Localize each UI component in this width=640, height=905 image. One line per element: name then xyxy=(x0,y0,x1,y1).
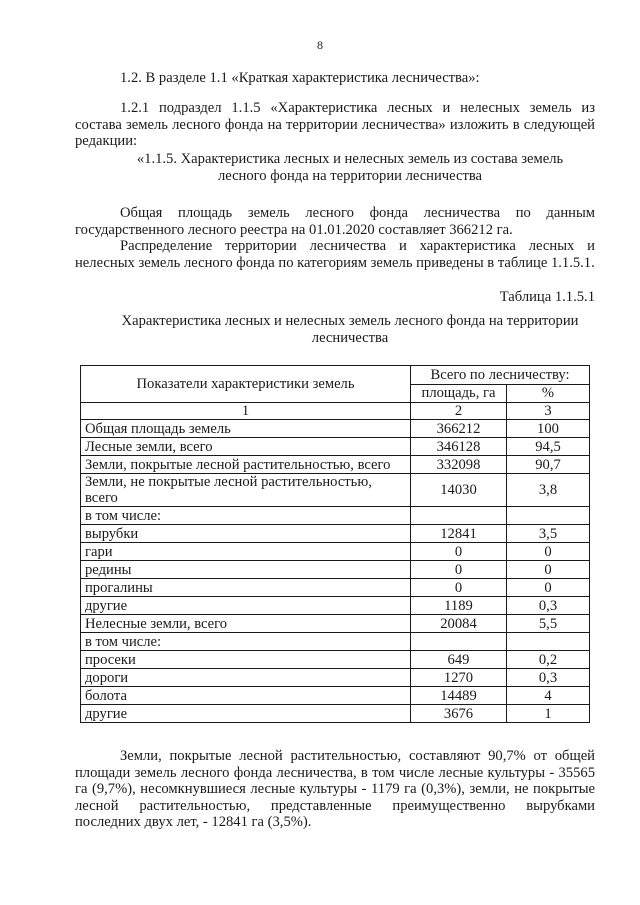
column-number-2: 2 xyxy=(411,403,507,420)
row-label: Лесные земли, всего xyxy=(81,438,411,456)
row-area: 0 xyxy=(411,543,507,561)
table-row xyxy=(81,633,590,651)
row-label: редины xyxy=(81,561,411,579)
row-label: болота xyxy=(81,687,411,705)
table-row xyxy=(81,525,590,543)
page-number: 8 xyxy=(317,38,323,52)
distribution-paragraph: Распределение территории лесничества и характеристика лесных и нелесных земель лесного фонда по категориям земель приведены в таблице 1.1.5.1. xyxy=(75,238,595,271)
row-label: прогалины xyxy=(81,579,411,597)
row-area: 12841 xyxy=(411,525,507,543)
row-percent: 0 xyxy=(507,561,590,579)
table-row xyxy=(81,597,590,615)
row-label: в том числе: xyxy=(81,633,411,651)
row-area: 366212 xyxy=(411,420,507,438)
conclusion-paragraph: Земли, покрытые лесной растительностью, составляют 90,7% от общей площади земель лесного фонда лесничества, в том числе лесные культуры - 35565 га (9,7%), несомкнувшиеся лесные культуры - 1179 га (0,3%), земли, не покрытые лесной растительностью, представленные преимущественно вырубками последних двух лет, - 12841 га (3,5%). xyxy=(75,748,595,830)
row-percent: 4 xyxy=(507,687,590,705)
row-percent: 0,2 xyxy=(507,651,590,669)
table-row xyxy=(81,474,590,507)
row-percent xyxy=(507,507,590,525)
row-percent: 5,5 xyxy=(507,615,590,633)
row-area: 332098 xyxy=(411,456,507,474)
row-area: 20084 xyxy=(411,615,507,633)
row-label: другие xyxy=(81,597,411,615)
row-percent: 90,7 xyxy=(507,456,590,474)
row-label: другие xyxy=(81,705,411,723)
row-area: 346128 xyxy=(411,438,507,456)
table-row xyxy=(81,615,590,633)
row-label: Земли, покрытые лесной растительностью, всего xyxy=(81,456,411,474)
table-header-row xyxy=(81,366,590,385)
row-area: 1189 xyxy=(411,597,507,615)
header-total: Всего по лесничеству: xyxy=(411,366,590,385)
header-area: площадь, га xyxy=(411,384,507,403)
row-area xyxy=(411,507,507,525)
table-row xyxy=(81,669,590,687)
table-row xyxy=(81,420,590,438)
row-area: 1270 xyxy=(411,669,507,687)
row-area: 0 xyxy=(411,579,507,597)
section-heading-line2: лесного фонда на территории лесничества xyxy=(217,168,483,184)
row-percent xyxy=(507,633,590,651)
column-number-1: 1 xyxy=(81,403,411,420)
table-body xyxy=(81,420,590,723)
row-percent: 0 xyxy=(507,579,590,597)
row-label: Земли, не покрытые лесной растительностью, всего xyxy=(81,474,411,507)
table-row xyxy=(81,651,590,669)
row-percent: 0,3 xyxy=(507,597,590,615)
row-area: 0 xyxy=(411,561,507,579)
land-characteristics-table xyxy=(80,365,590,723)
table-label: Таблица 1.1.5.1 xyxy=(499,289,595,305)
section-heading-line1: «1.1.5. Характеристика лесных и нелесных земель из состава земель xyxy=(136,151,564,167)
row-percent: 1 xyxy=(507,705,590,723)
row-label: вырубки xyxy=(81,525,411,543)
row-percent: 3,5 xyxy=(507,525,590,543)
row-area xyxy=(411,633,507,651)
subsection-paragraph: 1.2.1 подраздел 1.1.5 «Характеристика лесных и нелесных земель из состава земель лесного фонда на территории лесничества» изложить в следующей редакции: xyxy=(75,100,595,149)
column-number-3: 3 xyxy=(507,403,590,420)
section-line: 1.2. В разделе 1.1 «Краткая характеристика лесничества»: xyxy=(120,70,480,86)
row-label: в том числе: xyxy=(81,507,411,525)
row-label: просеки xyxy=(81,651,411,669)
table-row xyxy=(81,438,590,456)
table-caption: Характеристика лесных и нелесных земель лесного фонда на территории лесничества xyxy=(121,313,579,346)
row-label: Общая площадь земель xyxy=(81,420,411,438)
row-percent: 100 xyxy=(507,420,590,438)
table-row xyxy=(81,543,590,561)
row-percent: 3,8 xyxy=(507,474,590,507)
table-row xyxy=(81,561,590,579)
row-label: дороги xyxy=(81,669,411,687)
column-numbers-row xyxy=(81,403,590,420)
row-area: 14489 xyxy=(411,687,507,705)
row-area: 3676 xyxy=(411,705,507,723)
header-indicators: Показатели характеристики земель xyxy=(81,366,411,403)
row-area: 649 xyxy=(411,651,507,669)
row-area: 14030 xyxy=(411,474,507,507)
area-paragraph: Общая площадь земель лесного фонда лесничества по данным государственного лесного реестра на 01.01.2020 составляет 366212 га. xyxy=(75,205,595,238)
table-row xyxy=(81,687,590,705)
row-percent: 94,5 xyxy=(507,438,590,456)
table-row xyxy=(81,705,590,723)
table-row xyxy=(81,507,590,525)
row-percent: 0 xyxy=(507,543,590,561)
header-percent: % xyxy=(507,384,590,403)
row-percent: 0,3 xyxy=(507,669,590,687)
table-row xyxy=(81,456,590,474)
table-row xyxy=(81,579,590,597)
row-label: гари xyxy=(81,543,411,561)
row-label: Нелесные земли, всего xyxy=(81,615,411,633)
